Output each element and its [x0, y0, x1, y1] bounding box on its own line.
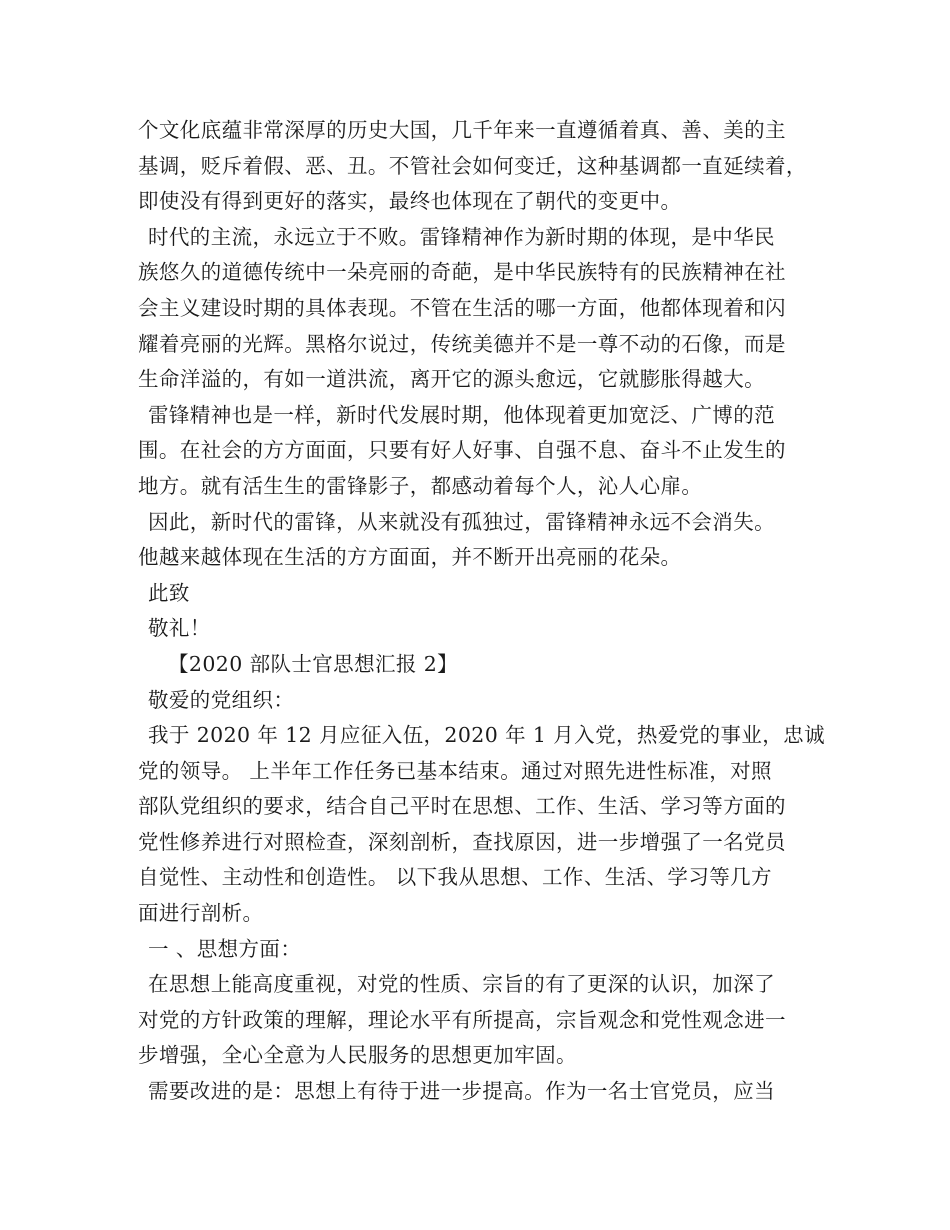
- text-line: 自觉性、主动性和创造性。 以下我从思想、工作、生活、学习等几方: [138, 865, 772, 890]
- text-line: 【2020 部队士官思想汇报 2】: [168, 651, 459, 676]
- text-line: 耀着亮丽的光辉。黑格尔说过，传统美德并不是一尊不动的石像，而是: [138, 331, 786, 356]
- text-line: 我于 2020 年 12 月应征入伍，2020 年 1 月入党，热爱党的事业，忠诚: [148, 723, 825, 748]
- text-line: 生命洋溢的，有如一道洪流，离开它的源头愈远，它就膨胀得越大。: [138, 367, 765, 392]
- text-line: 需要改进的是：思想上有待于进一步提高。作为一名士官党员，应当: [148, 1079, 775, 1104]
- text-line: 围。在社会的方方面面，只要有好人好事、自强不息、奋斗不止发生的: [138, 438, 786, 463]
- text-line: 面进行剖析。: [138, 901, 264, 926]
- text-line: 此致: [148, 580, 190, 605]
- text-line: 雷锋精神也是一样，新时代发展时期，他体现着更加宽泛、广博的范: [148, 402, 775, 427]
- text-line: 基调，贬斥着假、恶、丑。不管社会如何变迁，这种基调都一直延续着，: [138, 153, 807, 178]
- text-line: 敬爱的党组织：: [148, 687, 295, 712]
- text-line: 即使没有得到更好的落实，最终也体现在了朝代的变更中。: [138, 189, 682, 214]
- text-line: 在思想上能高度重视，对党的性质、宗旨的有了更深的认识，加深了: [148, 972, 775, 997]
- text-line: 一 、思想方面：: [148, 936, 302, 961]
- text-line: 时代的主流，永远立于不败。雷锋精神作为新时期的体现，是中华民: [148, 224, 775, 249]
- text-line: 党的领导。 上半年工作任务已基本结束。通过对照先进性标准，对照: [138, 758, 772, 783]
- text-line: 个文化底蕴非常深厚的历史大国，几千年来一直遵循着真、善、美的主: [138, 118, 786, 142]
- text-line: 会主义建设时期的具体表现。不管在生活的哪一方面，他都体现着和闪: [138, 295, 786, 320]
- text-line: 敬礼！: [148, 616, 211, 641]
- text-line: 因此，新时代的雷锋，从来就没有孤独过，雷锋精神永远不会消失。: [148, 509, 775, 534]
- text-line: 党性修养进行对照检查，深刻剖析，查找原因，进一步增强了一名党员: [138, 829, 786, 854]
- text-line: 地方。就有活生生的雷锋影子，都感动着每个人，沁人心扉。: [138, 473, 703, 498]
- text-line: 他越来越体现在生活的方方面面，并不断开出亮丽的花朵。: [138, 545, 682, 570]
- text-line: 步增强，全心全意为人民服务的思想更加牢固。: [138, 1043, 577, 1068]
- text-line: 族悠久的道德传统中一朵亮丽的奇葩，是中华民族特有的民族精神在社: [138, 260, 786, 285]
- document-body: [138, 113, 828, 1110]
- text-line: 对党的方针政策的理解，理论水平有所提高，宗旨观念和党性观念进一: [138, 1007, 786, 1032]
- text-line: 部队党组织的要求，结合自己平时在思想、工作、生活、学习等方面的: [138, 794, 786, 819]
